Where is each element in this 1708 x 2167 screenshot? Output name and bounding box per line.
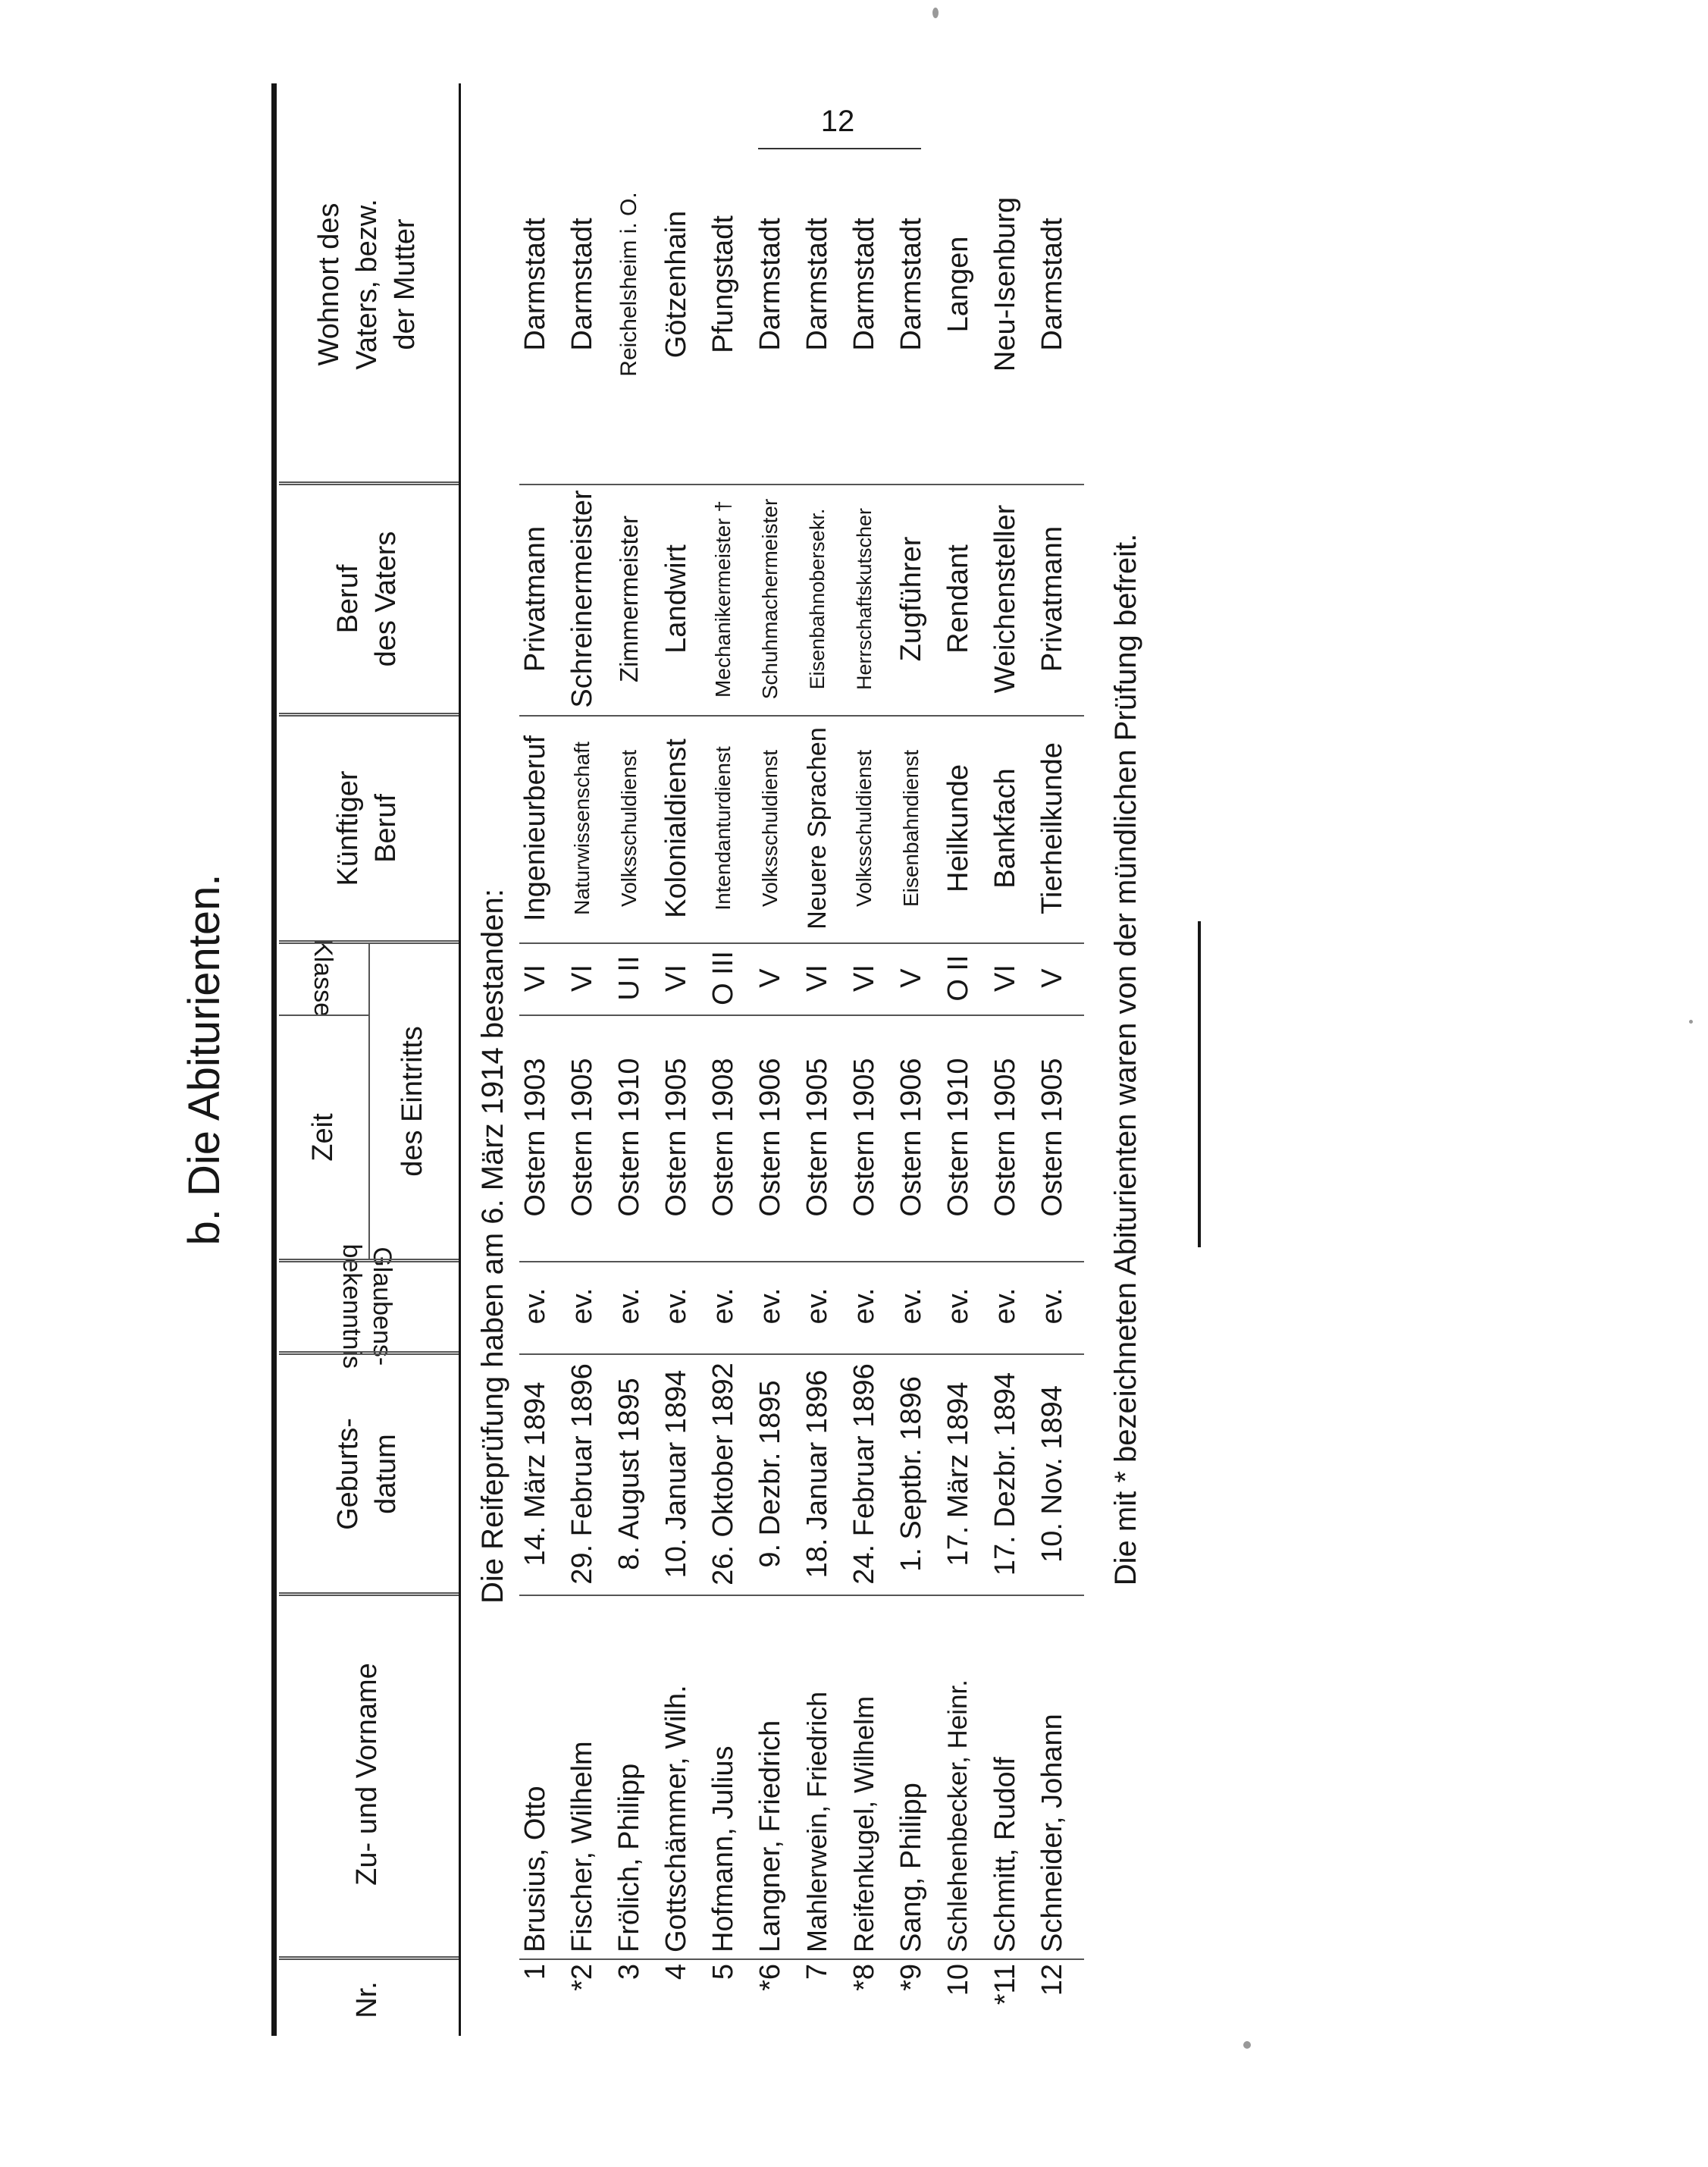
row-kuenftiger-beruf: Volksschuldienst [758,750,782,908]
row-nr: *8 [848,1964,880,1991]
row-wohnort: Darmstadt [895,218,927,351]
row-birth: 9. Dezbr. 1895 [754,1380,786,1568]
row-nr: 4 [660,1964,692,1980]
row-zeit: Ostern 1906 [754,1058,786,1217]
row-beruf-vater: Privatmann [519,525,551,673]
header-separator [279,1351,459,1355]
row-wohnort: Darmstadt [754,218,786,351]
row-birth: 8. August 1895 [613,1378,645,1570]
row-beruf-vater: Landwirt [660,544,692,654]
header-eintritt: des Eintritts [396,1026,428,1177]
row-wohnort: Darmstadt [848,218,880,351]
paper-speck [932,8,939,18]
page-number: 12 [820,105,855,138]
row-name: Brusius, Otto [519,1786,551,1952]
exam-date-note: Die Reifeprüfung haben am 6. März 1914 bestanden: [476,889,509,1604]
row-zeit: Ostern 1905 [660,1058,692,1217]
header-name: Zu- und Vorname [351,1663,383,1886]
row-zeit: Ostern 1910 [613,1058,645,1217]
row-kuenftiger-beruf: Volksschuldienst [617,750,641,908]
row-klasse: O III [707,951,739,1005]
row-klasse: VI [801,964,833,992]
table-row [700,83,747,2036]
header-klasse: Klasse [308,939,337,1018]
row-zeit: Ostern 1905 [566,1058,598,1217]
row-wohnort: Langen [942,236,974,333]
row-name: Frölich, Philipp [613,1763,645,1952]
row-birth: 1. Septbr. 1896 [895,1376,927,1572]
row-beruf-vater: Schreinermeister [566,490,598,708]
row-kuenftiger-beruf: Kolonialdienst [660,739,692,918]
table-row [606,83,653,2036]
row-wohnort: Darmstadt [1036,218,1068,351]
row-birth: 26. Oktober 1892 [707,1363,739,1585]
rotated-table-page [174,83,1179,2036]
row-beruf-vater: Eisenbahnobersekr. [806,508,829,690]
row-kuenftiger-beruf: Neuere Sprachen [803,727,832,930]
row-kuenftiger-beruf: Tierheilkunde [1036,742,1068,914]
row-kuenftiger-beruf: Heilkunde [942,764,974,892]
row-klasse: V [754,968,786,988]
header-konfession [279,1243,455,1369]
header-birth: Geburts- datum [332,1418,402,1530]
paper-speck [1689,1020,1693,1024]
row-birth: 14. März 1894 [519,1381,551,1566]
row-name: Schmitt, Rudolf [989,1757,1021,1952]
row-birth: 29. Februar 1896 [566,1363,598,1585]
row-beruf-vater: Privatmann [1036,525,1068,673]
table-row [559,83,606,2036]
row-zeit: Ostern 1905 [801,1058,833,1217]
header-separator [279,481,459,485]
row-name: Gottschämmer, Wilh. [660,1685,692,1952]
row-zeit: Ostern 1905 [1036,1058,1068,1217]
row-birth: 10. Januar 1894 [660,1369,692,1579]
row-nr: 5 [707,1964,739,1980]
header-zeit: Zeit [306,1113,339,1162]
row-birth: 10. Nov. 1894 [1036,1385,1068,1563]
row-beruf-vater: Mechanikermeister † [711,500,735,698]
row-zeit: Ostern 1905 [989,1058,1021,1217]
row-name: Reifenkugel, Wilhelm [848,1695,879,1952]
row-wohnort: Götzenhain [660,210,692,359]
row-name: Hofmann, Julius [707,1745,739,1952]
row-name: Sang, Philipp [895,1783,927,1952]
table-row [794,83,841,2036]
section-title: b. Die Abiturienten. [180,873,229,1246]
header-separator [368,944,370,1259]
row-beruf-vater: Zimmermeister [615,516,643,682]
row-konfession: ev. [801,1287,833,1325]
table-top-rule [271,83,277,2036]
row-name: Schlehenbecker, Heinr. [943,1679,973,1952]
header-konfession-inverted: Glaubens- bekenntnis [337,1243,396,1369]
row-konfession: ev. [566,1287,598,1325]
row-nr: 10 [942,1964,974,1996]
row-wohnort: Pfungstadt [707,215,739,353]
row-nr: 1 [519,1964,551,1980]
row-klasse: V [895,968,927,988]
row-wohnort: Neu-Isenburg [989,196,1021,372]
row-nr: 12 [1036,1964,1068,1996]
row-name: Mahlerwein, Friedrich [801,1691,832,1952]
row-nr: *2 [566,1964,598,1991]
row-konfession: ev. [519,1287,551,1325]
row-wohnort: Darmstadt [519,218,551,351]
row-birth: 24. Februar 1896 [848,1363,880,1585]
header-separator [279,1259,459,1262]
row-klasse: VI [848,964,880,992]
header-nr: Nr. [351,1981,383,2018]
table-row [653,83,700,2036]
header-separator [279,940,459,944]
row-nr: *11 [989,1964,1021,2005]
row-kuenftiger-beruf: Bankfach [989,768,1021,889]
header-kuenftiger-beruf: Künftiger Beruf [332,770,402,886]
table-row [1029,83,1076,2036]
row-konfession: ev. [754,1287,786,1325]
row-beruf-vater: Schuhmachermeister [758,498,782,700]
row-name: Schneider, Johann [1036,1714,1068,1952]
row-konfession: ev. [848,1287,880,1325]
row-nr: 7 [801,1964,833,1980]
row-konfession: ev. [989,1287,1021,1325]
row-zeit: Ostern 1906 [895,1058,927,1217]
row-klasse: VI [566,964,598,992]
row-nr: 3 [613,1964,645,1980]
row-beruf-vater: Herrschaftskutscher [853,507,876,691]
row-kuenftiger-beruf: Naturwissenschaft [570,742,594,915]
row-zeit: Ostern 1903 [519,1058,551,1217]
row-beruf-vater: Weichensteller [989,504,1021,694]
row-konfession: ev. [1036,1287,1068,1325]
row-name: Langner, Friedrich [754,1720,786,1952]
header-beruf-vater: Beruf des Vaters [332,531,402,667]
row-klasse: VI [519,964,551,992]
footnote: Die mit * bezeichneten Abiturienten waren von der mündlichen Prüfung befreit. [1109,533,1142,1586]
row-birth: 17. Dezbr. 1894 [989,1372,1021,1576]
row-klasse: VI [660,964,692,992]
row-beruf-vater: Rendant [942,544,974,654]
row-name: Fischer, Wilhelm [566,1741,598,1952]
row-konfession: ev. [660,1287,692,1325]
row-nr: *9 [895,1964,927,1991]
header-bottom-rule [459,83,461,2036]
row-klasse: VI [989,964,1021,992]
table-row [747,83,794,2036]
row-birth: 18. Januar 1896 [801,1369,833,1579]
row-birth: 17. März 1894 [942,1381,974,1566]
row-kuenftiger-beruf: Intendanturdienst [711,746,735,911]
table-row [841,83,888,2036]
closing-rule [1198,921,1201,1247]
row-konfession: ev. [613,1287,645,1325]
table-row [888,83,935,2036]
row-wohnort: Darmstadt [801,218,833,351]
row-klasse: V [1036,968,1068,988]
header-separator [279,1015,370,1016]
row-klasse: U II [613,955,645,1001]
row-zeit: Ostern 1910 [942,1058,974,1217]
row-beruf-vater: Zugführer [895,536,927,662]
table-row [935,83,982,2036]
header-separator [279,1592,459,1596]
row-zeit: Ostern 1905 [848,1058,880,1217]
header-separator [279,713,459,717]
row-kuenftiger-beruf: Volksschuldienst [852,750,876,908]
paper-speck [1243,2041,1251,2049]
table-row [982,83,1029,2036]
row-zeit: Ostern 1908 [707,1058,739,1217]
row-kuenftiger-beruf: Ingenieurberuf [519,735,551,922]
row-wohnort: Darmstadt [566,218,598,351]
row-kuenftiger-beruf: Eisenbahndienst [899,749,923,908]
row-konfession: ev. [942,1287,974,1325]
row-konfession: ev. [707,1287,739,1325]
row-konfession: ev. [895,1287,927,1325]
table-row [512,83,559,2036]
row-klasse: O II [942,955,974,1002]
row-nr: *6 [754,1964,786,1991]
header-separator [279,1956,459,1960]
row-wohnort: Reichelsheim i. O. [616,192,641,377]
header-wohnort: Wohnort des Vaters, bezw. der Mutter [313,199,421,370]
